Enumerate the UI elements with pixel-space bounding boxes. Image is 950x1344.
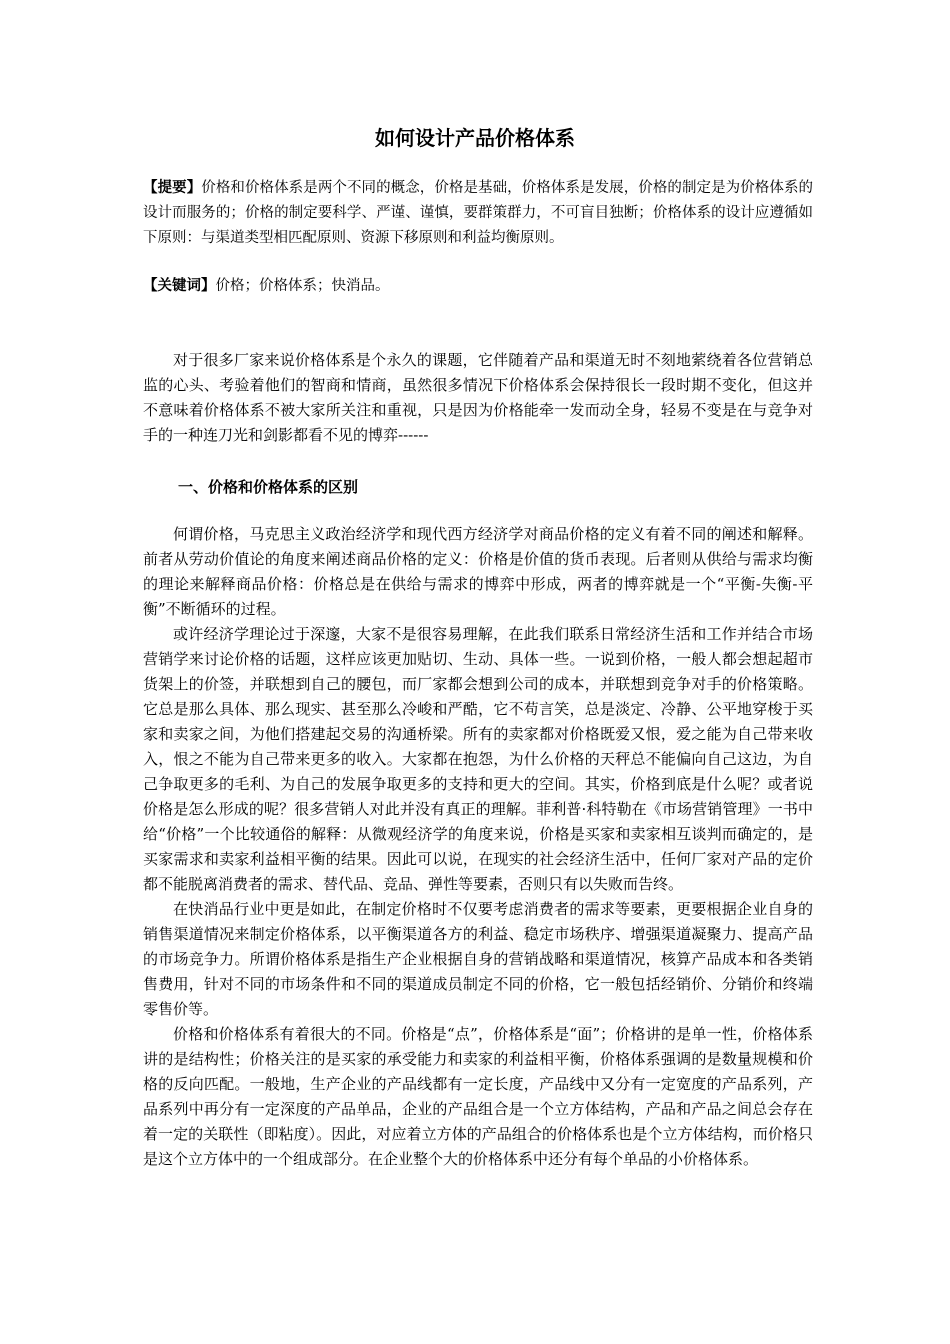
- abstract-text: 价格和价格体系是两个不同的概念，价格是基础，价格体系是发展，价格的制定是为价格体系的设计而服务的；价格的制定要科学、严谨、谨慎，要群策群力，不可盲目独断；价格体系的设计应遵循如下原则：与渠道类型相匹配原则、资源下移原则和利益均衡原则。: [143, 180, 814, 246]
- body-paragraph: 或许经济学理论过于深邃，大家不是很容易理解，在此我们联系日常经济生活和工作并结合市场营销学来讨论价格的话题，这样应该更加贴切、生动、具体一些。一说到价格，一般人都会想起超市货架上的价签，并联想到自己的腰包，而厂家都会想到公司的成本，并联想到竞争对手的价格策略。它总是那么具体、那么现实、甚至那么冷峻和严酷，它不苟言笑，总是淡定、冷静、公平地穿梭于买家和卖家之间，为他们搭建起交易的沟通桥梁。所有的卖家都对价格既爱又恨，爱之能为自己带来收入，恨之不能为自己带来更多的收入。大家都在抱怨，为什么价格的天秤总不能偏向自己这边，为自己争取更多的毛利、为自己的发展争取更多的支持和更大的空间。其实，价格到底是什么呢？或者说价格是怎么形成的呢？很多营销人对此并没有真正的理解。菲利普·科特勒在《市场营销管理》一书中给“价格”一个比较通俗的解释：从微观经济学的角度来说，价格是买家和卖家相互谈判而确定的，是买家需求和卖家利益相平衡的结果。因此可以说，在现实的社会经济生活中，任何厂家对产品的定价都不能脱离消费者的需求、替代品、竞品、弹性等要素，否则只有以失败而告终。: [143, 625, 813, 893]
- body-paragraph: 何谓价格，马克思主义政治经济学和现代西方经济学对商品价格的定义有着不同的阐述和解释。前者从劳动价值论的角度来阐述商品价格的定义：价格是价值的货币表现。后者则从供给与需求均衡的理论来解释商品价格：价格总是在供给与需求的博弈中形成，两者的博弈就是一个“平衡-失衡-平衡”不断循环的过程。: [143, 525, 813, 618]
- keywords: [143, 274, 813, 299]
- body-paragraph: 价格和价格体系有着很大的不同。价格是“点”，价格体系是“面”；价格讲的是单一性，价格体系讲的是结构性；价格关注的是买家的承受能力和卖家的利益相平衡，价格体系强调的是数量规模和价格的反向匹配。一般地，生产企业的产品线都有一定长度，产品线中又分有一定宽度的产品系列，产品系列中再分有一定深度的产品单品，企业的产品组合是一个立方体结构，产品和产品之间总会存在着一定的关联性（即粘度）。因此，对应着立方体的产品组合的价格体系也是个立方体结构，而价格只是这个立方体中的一个组成部分。在企业整个大的价格体系中还分有每个单品的小价格体系。: [143, 1025, 813, 1168]
- abstract-label: 【提要】: [143, 180, 202, 196]
- intro-section: [143, 348, 813, 448]
- intro-paragraph: 对于很多厂家来说价格体系是个永久的课题，它伴随着产品和渠道无时不刻地萦绕着各位营销总监的心头、考验着他们的智商和情商，虽然很多情况下价格体系会保持很长一段时期不变化，但这并不意味着价格体系不被大家所关注和重视，只是因为价格能牵一发而动全身，轻易不变是在与竞争对手的一种连刀光和剑影都看不见的博弈------: [143, 351, 813, 444]
- abstract: [143, 176, 813, 251]
- document-title: 如何设计产品价格体系: [375, 126, 575, 150]
- section-heading: 一、价格和价格体系的区别: [178, 478, 359, 496]
- body-paragraph: 在快消品行业中更是如此，在制定价格时不仅要考虑消费者的需求等要素，更要根据企业自身的销售渠道情况来制定价格体系，以平衡渠道各方的利益、稳定市场秩序、增强渠道凝聚力、提高产品的市场竞争力。所谓价格体系是指生产企业根据自身的营销战略和渠道情况，核算产品成本和各类销售费用，针对不同的市场条件和不同的渠道成员制定不同的价格，它一般包括经销价、分销价和终端零售价等。: [143, 900, 813, 1018]
- section-body: [143, 522, 813, 1172]
- keywords-text: 价格；价格体系；快消品。: [215, 278, 390, 294]
- keywords-label: 【关键词】: [143, 278, 216, 294]
